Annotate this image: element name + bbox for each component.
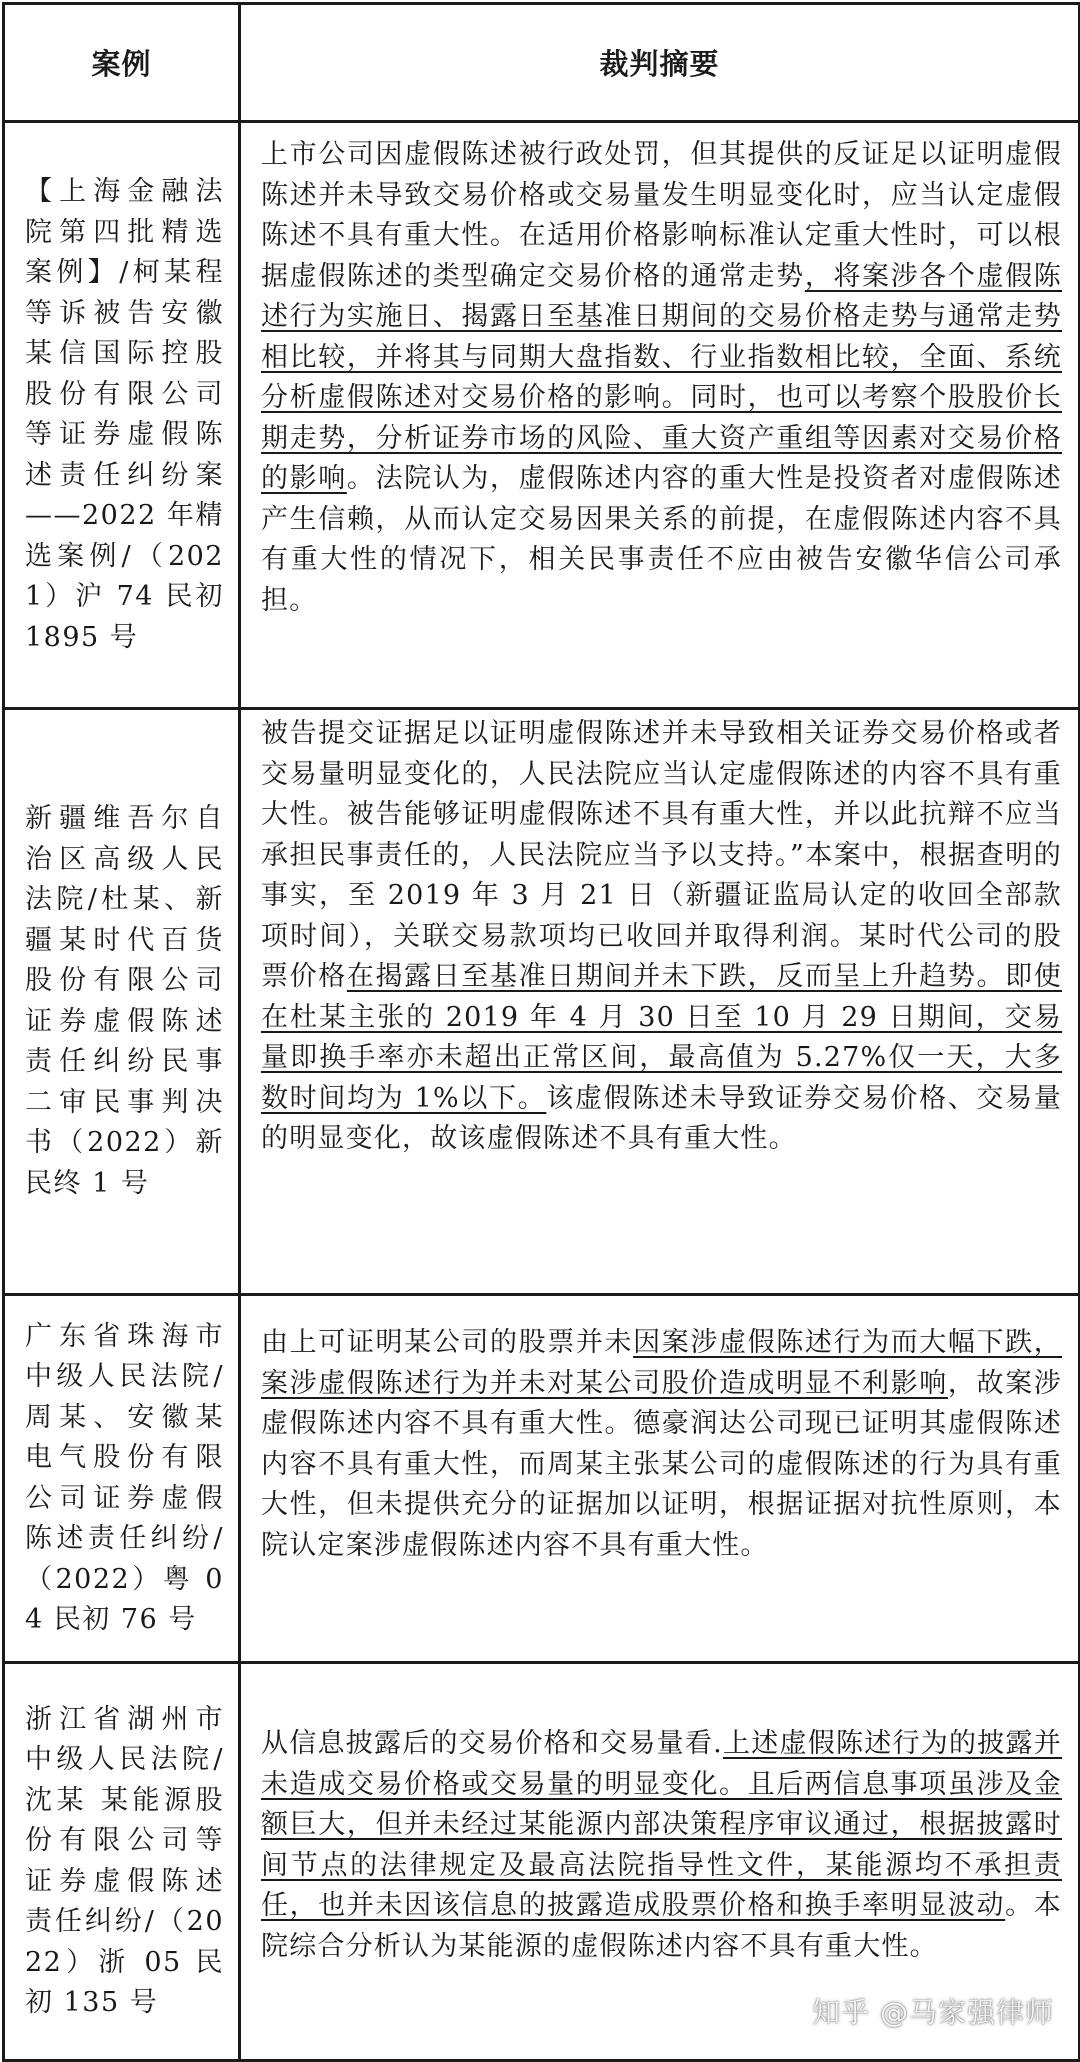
- summary-text: 从信息披露后的交易价格和交易量看.: [261, 1728, 723, 1759]
- summary-underlined-text: ，将案涉各个虚假陈述行为实施日、揭露日至基准日期间的交易价格走势与通常走势相比较，并将其与同期大盘指数、行业指数相比较，全面、系统分析虚假陈述对交易价格的影响。同时，也可以考察个股股价长期走势，分析证券市场的风险、重大资产重组等因素对交易价格的影响: [261, 260, 1062, 494]
- case-name: 新疆维吾尔自治区高级人民法院/杜某、新疆某时代百货股份有限公司证券虚假陈述责任纠纷民事二审民事判决书（2022）新民终 1 号: [4, 709, 240, 1295]
- case-name: 广东省珠海市中级人民法院/周某、安徽某电气股份有限公司证券虚假陈述责任纠纷/（2022）粤 04 民初 76 号: [4, 1295, 240, 1663]
- table-row: [4, 709, 1080, 1295]
- summary-text: 由上可证明某公司的股票并未: [261, 1327, 634, 1358]
- case-summary: [240, 122, 1080, 709]
- table-header-row: [4, 4, 1080, 122]
- summary-underlined-text: 因案涉虚假陈述行为而大幅下跌，案涉虚假陈述行为并未对某公司股价造成明显不利影响: [261, 1327, 1062, 1399]
- judgment-summary-table: [2, 2, 1080, 2062]
- case-summary: [240, 709, 1080, 1295]
- summary-text: 。法院认为，虚假陈述内容的重大性是投资者对虚假陈述产生信赖，从而认定交易因果关系的前提，在虚假陈述内容不具有重大性的情况下，相关民事责任不应由被告安徽华信公司承担。: [261, 463, 1062, 616]
- table-row: [4, 1295, 1080, 1663]
- summary-text: 上市公司因虚假陈述被行政处罚，但其提供的反证足以证明虚假陈述并未导致交易价格或交易量发生明显变化时，应当认定虚假陈述不具有重大性。在适用价格影响标准认定重大性时，可以根据虚假陈述的类型确定交易价格的通常走势: [261, 139, 1062, 292]
- table-row: [4, 122, 1080, 709]
- header-summary: 裁判摘要: [240, 4, 1080, 122]
- summary-underlined-text: 在揭露日至基准日期间并未下跌，反而呈上升趋势。即使在杜某主张的 2019 年 4 月 30 日至 10 月 29 日期间，交易量即换手率亦未超出正常区间，最高值为 5.27%仅一天，大多数时间均为 1%以下。: [261, 961, 1062, 1114]
- summary-text: ，故案涉虚假陈述内容不具有重大性。德豪润达公司现已证明其虚假陈述内容不具有重大性，而周某主张某公司的虚假陈述的行为具有重大性，但未提供充分的证据加以证明，根据证据对抗性原则，本院认定案涉虚假陈述内容不具有重大性。: [261, 1367, 1062, 1561]
- summary-text: 该虚假陈述未导致证券交易价格、交易量的明显变化，故该虚假陈述不具有重大性。: [261, 1082, 1062, 1154]
- case-summary: [240, 1295, 1080, 1663]
- zhihu-watermark: 知乎 @马家强律师: [812, 1996, 1054, 2029]
- summary-underlined-text: 上述虚假陈述行为的披露并未造成交易价格或交易量的明显变化。且后两信息事项虽涉及金额巨大，但并未经过某能源内部决策程序审议通过，根据披露时间节点的法律规定及最高法院指导性文件，某能源均不承担责任，也并未因该信息的披露造成股票价格和换手率明显波动: [261, 1728, 1062, 1921]
- case-name: 【上海金融法院第四批精选案例】/柯某程等诉被告安徽某信国际控股股份有限公司等证券虚假陈述责任纠纷案——2022 年精选案例/（2021）沪 74 民初 1895 号: [4, 122, 240, 709]
- summary-text: 。本院综合分析认为某能源的虚假陈述内容不具有重大性。: [261, 1890, 1062, 1962]
- header-case: 案例: [4, 4, 240, 122]
- summary-text: 被告提交证据足以证明虚假陈述并未导致相关证券交易价格或者交易量明显变化的，人民法院应当认定虚假陈述的内容不具有重大性。被告能够证明虚假陈述不具有重大性，并以此抗辩不应当承担民事责任的，人民法院应当予以支持。”本案中，根据查明的事实，至 2019 年 3 月 21 日（新疆证监局认定的收回全部款项时间），关联交易款项均已收回并取得利润。某时代公司的股票价格: [261, 718, 1062, 992]
- case-name: 浙江省湖州市中级人民法院/沈某 某能源股份有限公司等证券虚假陈述责任纠纷/（2022）浙 05 民初 135 号: [4, 1663, 240, 2061]
